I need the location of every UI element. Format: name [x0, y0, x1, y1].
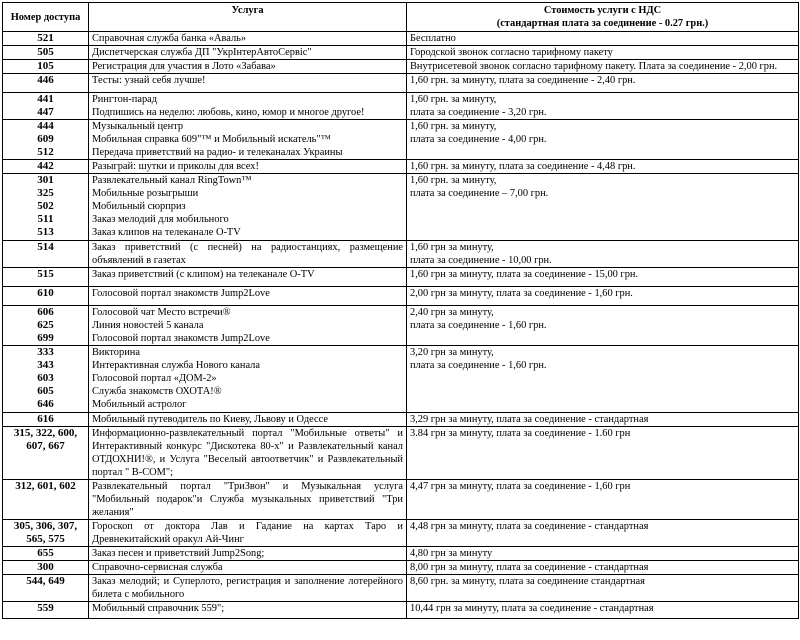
- price-info-cell: [407, 60, 799, 74]
- service-name: Разыграй: шутки и приколы для всех!: [92, 161, 259, 172]
- price-info: 1,60 грн. за минуту,: [410, 121, 497, 132]
- service-name: Голосовой портал знакомств Jump2Love: [92, 333, 270, 344]
- access-number: 312, 601, 602: [15, 480, 76, 492]
- access-number: 616: [37, 413, 54, 425]
- price-info: плата за соединение – 7,00 грн.: [410, 188, 549, 199]
- service-name-cell: [89, 306, 407, 346]
- access-number: 446: [37, 74, 54, 86]
- access-number: 512: [37, 146, 54, 158]
- service-name: Гороскоп от доктора Лав и Гадание на картах Таро и Древнекитайский оракул Ай-Чинг: [92, 521, 403, 545]
- access-number-cell: [3, 46, 89, 60]
- access-number: 513: [37, 226, 54, 238]
- price-info: 4,47 грн за минуту, плата за соединение - 1,60 грн: [410, 481, 631, 492]
- price-info: 3,20 грн за минуту,: [410, 347, 494, 358]
- price-info-cell: [407, 575, 799, 602]
- access-number-cell: [3, 306, 89, 346]
- header-service: Услуга: [89, 3, 407, 32]
- access-number-cell: [3, 427, 89, 480]
- access-number-cell: [3, 174, 89, 241]
- access-number: 502: [37, 200, 54, 212]
- access-number-cell: [3, 561, 89, 575]
- price-info-cell: [407, 561, 799, 575]
- table-row: [3, 346, 799, 413]
- price-info-cell: [407, 93, 799, 120]
- table-row: [3, 480, 799, 520]
- access-number-cell: [3, 346, 89, 413]
- access-number: 325: [37, 187, 54, 199]
- service-name: Развлекательный канал RingTown™: [92, 175, 252, 186]
- service-name: Подпишись на неделю: любовь, кино, юмор и многое другое!: [92, 107, 365, 118]
- service-name: Справочно-сервисная служба: [92, 562, 223, 573]
- access-number: 606: [37, 306, 54, 318]
- access-number-cell: [3, 74, 89, 93]
- service-name-cell: [89, 46, 407, 60]
- service-name-cell: [89, 174, 407, 241]
- price-info-cell: [407, 120, 799, 160]
- price-info-cell: [407, 346, 799, 413]
- price-info: 1,60 грн за минуту, плата за соединение - 15,00 грн.: [410, 269, 639, 280]
- access-number-cell: [3, 287, 89, 306]
- access-number: 511: [37, 213, 54, 225]
- price-info-cell: [407, 160, 799, 174]
- access-number: 625: [37, 319, 54, 331]
- price-info: Бесплатно: [410, 33, 456, 44]
- price-info: 8,00 грн за минуту, плата за соединение - стандартная: [410, 562, 649, 573]
- price-info: 1,60 грн. за минуту,: [410, 94, 497, 105]
- service-name-cell: [89, 427, 407, 480]
- price-info-cell: [407, 46, 799, 60]
- access-number: 646: [37, 398, 54, 410]
- access-number-cell: [3, 480, 89, 520]
- service-name: Заказ песен и приветствий Jump2Song;: [92, 548, 265, 559]
- service-name: Развлекательный портал "ТриЗвон" и Музыкальная услуга "Мобильный подарок"и Служба музыкальных приветствий "Три желания": [92, 481, 403, 518]
- access-number-cell: [3, 520, 89, 547]
- price-info: плата за соединение - 1,60 грн.: [410, 320, 547, 331]
- table-row: [3, 306, 799, 346]
- price-info-cell: [407, 306, 799, 346]
- access-number: 515: [37, 268, 54, 280]
- table-row: [3, 46, 799, 60]
- table-row: [3, 74, 799, 93]
- access-number-cell: [3, 32, 89, 46]
- service-name: Заказ клипов на телеканале О-TV: [92, 227, 241, 238]
- access-number: 565, 575: [26, 533, 65, 545]
- service-name: Мобильный справочник 559";: [92, 603, 225, 614]
- service-name-cell: [89, 74, 407, 93]
- access-number: 447: [37, 106, 54, 118]
- table-row: [3, 174, 799, 241]
- table-row: [3, 32, 799, 46]
- price-info: 1,60 грн за минуту,: [410, 242, 494, 253]
- price-info: 2,00 грн за минуту, плата за соединение - 1,60 грн.: [410, 288, 633, 299]
- table-row: [3, 520, 799, 547]
- access-number: 603: [37, 372, 54, 384]
- table-row: [3, 427, 799, 480]
- access-number: 343: [37, 359, 54, 371]
- service-name: Рингтон-парад: [92, 94, 158, 105]
- service-name-cell: [89, 60, 407, 74]
- access-number: 521: [37, 32, 54, 44]
- access-number: 505: [37, 46, 54, 58]
- access-number-cell: [3, 602, 89, 619]
- access-number: 699: [37, 332, 54, 344]
- access-number: 605: [37, 385, 54, 397]
- price-info-cell: [407, 241, 799, 268]
- price-info-cell: [407, 427, 799, 480]
- header-price-note: (стандартная плата за соединение - 0.27 грн.): [496, 18, 709, 29]
- price-info-cell: [407, 547, 799, 561]
- service-name-cell: [89, 520, 407, 547]
- access-number: 514: [37, 241, 54, 253]
- access-number-cell: [3, 241, 89, 268]
- price-info-cell: [407, 520, 799, 547]
- price-info: плата за соединение - 4,00 грн.: [410, 134, 547, 145]
- service-name: Заказ приветствий (с песней) на радиостанциях, размещение объявлений в газетах: [92, 242, 403, 266]
- service-name: Тесты: узнай себя лучше!: [92, 75, 206, 86]
- service-name-cell: [89, 575, 407, 602]
- service-name-cell: [89, 160, 407, 174]
- access-number: 442: [37, 160, 54, 172]
- access-number-cell: [3, 120, 89, 160]
- service-name: Интерактивная служба Нового канала: [92, 360, 260, 371]
- price-info: 1,60 грн. за минуту,: [410, 175, 497, 186]
- table-row: [3, 120, 799, 160]
- service-name: Викторина: [92, 347, 140, 358]
- price-info-cell: [407, 74, 799, 93]
- price-info: 10,44 грн за минуту, плата за соединение - стандартная: [410, 603, 654, 614]
- service-name-cell: [89, 120, 407, 160]
- price-info: 2,40 грн за минуту,: [410, 307, 494, 318]
- service-name: Справочная служба банка «Аваль»: [92, 33, 247, 44]
- price-info-cell: [407, 480, 799, 520]
- service-name: Линия новостей 5 канала: [92, 320, 204, 331]
- access-number: 305, 306, 307,: [13, 520, 78, 532]
- service-name-cell: [89, 268, 407, 287]
- service-name-cell: [89, 413, 407, 427]
- service-name: Диспетчерская служба ДП "УкрІнтерАвтоСервіс": [92, 47, 312, 58]
- tariff-table: [2, 2, 799, 619]
- access-number: 544, 649: [26, 575, 65, 587]
- table-row: [3, 547, 799, 561]
- service-name: Голосовой портал знакомств Jump2Love: [92, 288, 270, 299]
- access-number: 300: [37, 561, 54, 573]
- access-number: 441: [37, 93, 54, 105]
- table-row: [3, 60, 799, 74]
- access-number: 609: [37, 133, 54, 145]
- price-info-cell: [407, 602, 799, 619]
- price-info: Городской звонок согласно тарифному пакету: [410, 47, 613, 58]
- service-name-cell: [89, 547, 407, 561]
- price-info-cell: [407, 32, 799, 46]
- table-row: [3, 241, 799, 268]
- service-name: Мобильный сюрприз: [92, 201, 186, 212]
- service-name: Голосовой чат Место встречи®: [92, 307, 231, 318]
- table-row: [3, 160, 799, 174]
- table-body: [3, 32, 799, 619]
- access-number: 559: [37, 602, 54, 614]
- service-name: Регистрация для участия в Лото «Забава»: [92, 61, 276, 72]
- price-info-cell: [407, 413, 799, 427]
- service-name-cell: [89, 561, 407, 575]
- table-row: [3, 268, 799, 287]
- access-number: 301: [37, 174, 54, 186]
- service-name: Мобильный астролог: [92, 399, 187, 410]
- price-info: 1,60 грн. за минуту, плата за соединение - 2,40 грн.: [410, 75, 636, 86]
- price-info-cell: [407, 174, 799, 241]
- service-name: Служба знакомств ОХОТА!®: [92, 386, 222, 397]
- service-name-cell: [89, 93, 407, 120]
- table-header-row: [3, 3, 799, 32]
- access-number: 105: [37, 60, 54, 72]
- service-name-cell: [89, 346, 407, 413]
- access-number-cell: [3, 93, 89, 120]
- header-price-title: Стоимость услуги с НДС: [543, 5, 662, 16]
- service-name-cell: [89, 241, 407, 268]
- service-name: Мобильная справка 609"™ и Мобильный искатель"™: [92, 134, 331, 145]
- service-name: Заказ приветствий (с клипом) на телеканале О-TV: [92, 269, 315, 280]
- access-number: 444: [37, 120, 54, 132]
- table-row: [3, 575, 799, 602]
- service-name: Мобильный путеводитель по Киеву, Львову и Одессе: [92, 414, 328, 425]
- price-info: 3,29 грн за минуту, плата за соединение - стандартная: [410, 414, 649, 425]
- price-info: 4,80 грн за минуту: [410, 548, 493, 559]
- access-number: 610: [37, 287, 54, 299]
- service-name-cell: [89, 32, 407, 46]
- access-number: 655: [37, 547, 54, 559]
- header-price: [407, 3, 799, 32]
- price-info: Внутрисетевой звонок согласно тарифному пакету. Плата за соединение - 2,00 грн.: [410, 61, 778, 72]
- service-name-cell: [89, 287, 407, 306]
- table-row: [3, 93, 799, 120]
- service-name: Передача приветствий на радио- и телеканалах Украины: [92, 147, 343, 158]
- access-number-cell: [3, 60, 89, 74]
- access-number: 315, 322, 600,: [13, 427, 78, 439]
- header-access-number: Номер доступа: [3, 3, 89, 32]
- price-info-cell: [407, 268, 799, 287]
- service-name: Заказ мелодий; и Суперлото, регистрация и заполнение лотерейного билета с мобильного: [92, 576, 403, 600]
- price-info: плата за соединение - 10,00 грн.: [410, 255, 552, 266]
- table-row: [3, 413, 799, 427]
- access-number-cell: [3, 547, 89, 561]
- service-name: Заказ мелодий для мобильного: [92, 214, 229, 225]
- price-info: 4,48 грн за минуту, плата за соединение - стандартная: [410, 521, 649, 532]
- service-name: Музыкальный центр: [92, 121, 184, 132]
- price-info: 1,60 грн. за минуту, плата за соединение - 4,48 грн.: [410, 161, 636, 172]
- price-info: плата за соединение - 3,20 грн.: [410, 107, 547, 118]
- price-info-cell: [407, 287, 799, 306]
- table-row: [3, 561, 799, 575]
- price-info: плата за соединение - 1,60 грн.: [410, 360, 547, 371]
- price-info: 8,60 грн. за минуту, плата за соединение стандартная: [410, 576, 645, 587]
- service-name: Мобильные розыгрыши: [92, 188, 199, 199]
- price-info: 3.84 грн за минуту, плата за соединение - 1.60 грн: [410, 428, 631, 439]
- access-number-cell: [3, 268, 89, 287]
- access-number-cell: [3, 413, 89, 427]
- access-number: 607, 667: [26, 440, 65, 452]
- access-number: 333: [37, 346, 54, 358]
- table-row: [3, 287, 799, 306]
- access-number-cell: [3, 160, 89, 174]
- service-name-cell: [89, 602, 407, 619]
- service-name-cell: [89, 480, 407, 520]
- service-name: Голосовой портал «ДОМ-2»: [92, 373, 217, 384]
- table-row: [3, 602, 799, 619]
- access-number-cell: [3, 575, 89, 602]
- service-name: Информационно-развлекательный портал "Мобильные ответы" и Интерактивный конкурс "Дискотека 80-х" и Развлекательный канал ОТДОХНИ!®, и Услуга "Веселый автоответчик" и Развлекательный портал " В-СОМ";: [92, 428, 403, 478]
